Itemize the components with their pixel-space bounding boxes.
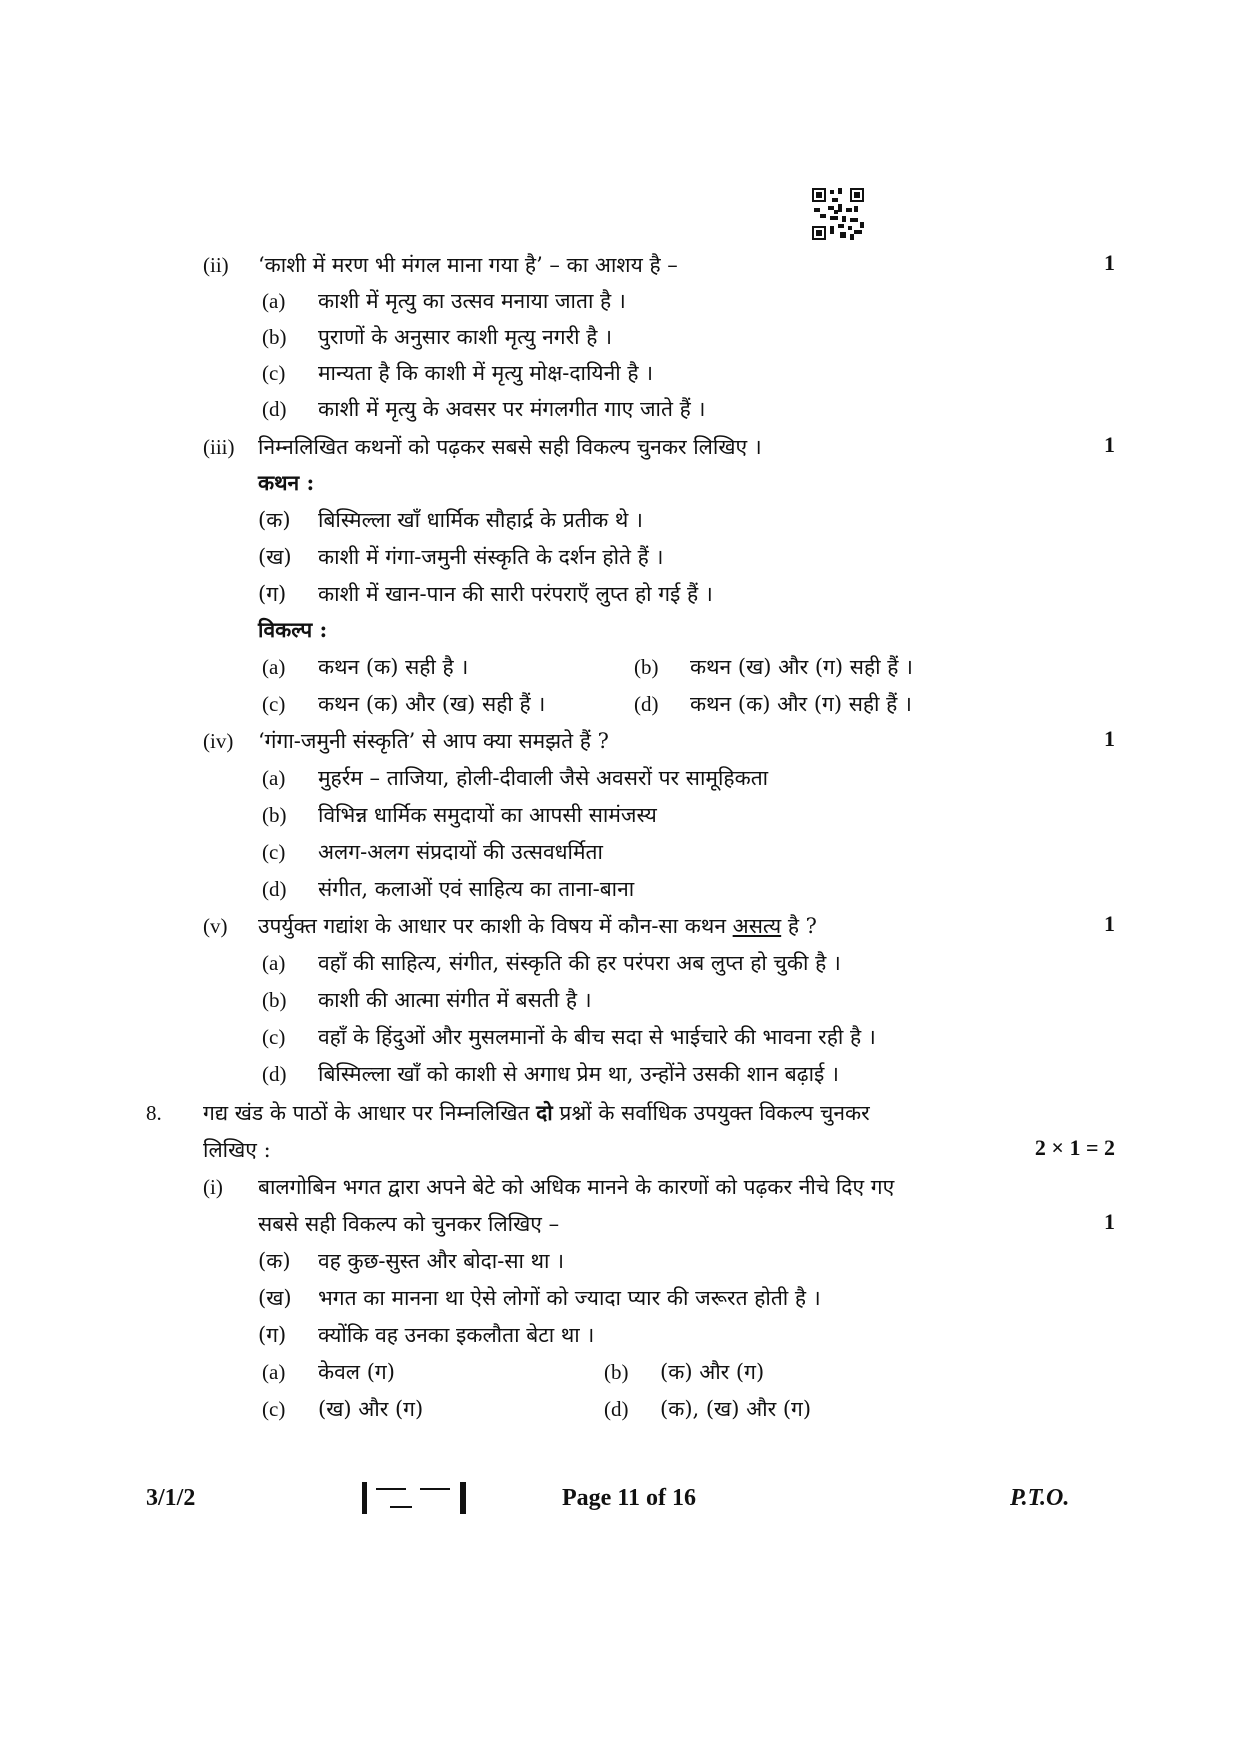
qr-code-icon [812, 188, 864, 240]
option-text: (ख) और (ग) [318, 1397, 424, 1421]
statement-text: काशी में खान-पान की सारी परंपराएँ लुप्त हो गई हैं । [318, 582, 713, 606]
option-text: कथन (ख) और (ग) सही हैं । [690, 655, 913, 679]
marks: 1 [1104, 1209, 1115, 1234]
option-label: (c) [262, 692, 286, 716]
barcode-icon [362, 1482, 466, 1514]
option-label: (d) [262, 1062, 287, 1086]
option-label: (b) [262, 988, 287, 1012]
statement-text: काशी में गंगा-जमुनी संस्कृति के दर्शन होते हैं । [318, 545, 664, 569]
statement-text: वह कुछ-सुस्त और बोदा-सा था । [318, 1249, 565, 1273]
option-label: (a) [262, 655, 286, 679]
question-number: (v) [203, 914, 228, 938]
question-text: गद्य खंड के पाठों के आधार पर निम्नलिखित दो प्रश्नों के सर्वाधिक उपयुक्त विकल्प चुनकर [203, 1100, 870, 1125]
option-label: (a) [262, 766, 286, 790]
statement-label: (क) [258, 1249, 291, 1273]
option-text: काशी की आत्मा संगीत में बसती है । [318, 988, 592, 1012]
question-number: (iv) [203, 729, 234, 753]
bold-word: दो [536, 1100, 553, 1125]
statement-text: भगत का मानना था ऐसे लोगों को ज्यादा प्यार की जरूरत होती है । [318, 1286, 821, 1310]
statement-label: (क) [258, 508, 291, 532]
option-text: काशी में मृत्यु का उत्सव मनाया जाता है । [318, 289, 626, 313]
option-text: अलग-अलग संप्रदायों की उत्सवधर्मिता [318, 840, 603, 864]
option-text: बिस्मिल्ला खाँ को काशी से अगाध प्रेम था, उन्होंने उसकी शान बढ़ाई । [318, 1062, 839, 1086]
sub-question-text-line2: सबसे सही विकल्प को चुनकर लिखिए – [258, 1212, 560, 1236]
option-label: (d) [604, 1397, 629, 1421]
option-label: (d) [634, 692, 659, 716]
option-text: विभिन्न धार्मिक समुदायों का आपसी सामंजस्य [318, 803, 657, 827]
option-text: (क), (ख) और (ग) [660, 1397, 812, 1421]
option-text: कथन (क) और (ख) सही हैं । [318, 692, 546, 716]
sub-question-text: बालगोबिन भगत द्वारा अपने बेटे को अधिक मानने के कारणों को पढ़कर नीचे दिए गए [258, 1175, 895, 1199]
option-text: वहाँ के हिंदुओं और मुसलमानों के बीच सदा से भाईचारे की भावना रही है । [318, 1025, 876, 1049]
option-label: (c) [262, 361, 286, 385]
option-label: (c) [262, 840, 286, 864]
paper-code: 3/1/2 [146, 1485, 196, 1511]
page-number: Page 11 of 16 [562, 1485, 696, 1511]
statement-text: बिस्मिल्ला खाँ धार्मिक सौहार्द्र के प्रतीक थे । [318, 508, 643, 532]
option-label: (c) [262, 1025, 286, 1049]
question-text: उपर्युक्त गद्यांश के आधार पर काशी के विषय में कौन-सा कथन असत्य है ? [258, 914, 817, 938]
statement-label: (ख) [258, 1286, 292, 1310]
statement-text: क्योंकि वह उनका इकलौता बेटा था । [318, 1323, 595, 1347]
option-text: कथन (क) सही है । [318, 655, 469, 679]
option-label: (b) [262, 803, 287, 827]
options-heading: विकल्प : [258, 617, 328, 642]
option-label: (a) [262, 289, 286, 313]
option-label: (d) [262, 877, 287, 901]
option-label: (a) [262, 1360, 286, 1384]
question-text: ‘गंगा-जमुनी संस्कृति’ से आप क्या समझते हैं ? [258, 729, 609, 753]
option-text: कथन (क) और (ग) सही हैं । [690, 692, 912, 716]
option-label: (b) [262, 325, 287, 349]
option-label: (b) [604, 1360, 629, 1384]
question-number: 8. [146, 1101, 162, 1125]
question-text-line2: लिखिए : [203, 1138, 271, 1162]
marks: 1 [1104, 432, 1115, 457]
marks: 1 [1104, 726, 1115, 751]
question-text: ‘काशी में मरण भी मंगल माना गया है’ – का आशय है – [258, 253, 678, 277]
option-label: (c) [262, 1397, 286, 1421]
option-text: वहाँ की साहित्य, संगीत, संस्कृति की हर परंपरा अब लुप्त हो चुकी है । [318, 951, 841, 975]
statement-label: (ख) [258, 545, 292, 569]
marks: 2 × 1 = 2 [1034, 1135, 1115, 1160]
option-text: पुराणों के अनुसार काशी मृत्यु नगरी है । [318, 325, 613, 349]
option-text: मुहर्रम – ताजिया, होली-दीवाली जैसे अवसरों पर सामूहिकता [318, 766, 769, 790]
option-text: (क) और (ग) [660, 1360, 765, 1384]
underlined-word: असत्य [732, 914, 782, 938]
sub-question-number: (i) [203, 1175, 223, 1199]
please-turn-over: P.T.O. [1010, 1485, 1070, 1511]
statement-label: (ग) [258, 582, 287, 606]
option-text: मान्यता है कि काशी में मृत्यु मोक्ष-दायिनी है । [318, 361, 654, 385]
statement-label: (ग) [258, 1323, 287, 1347]
statements-heading: कथन : [258, 470, 315, 495]
option-label: (a) [262, 951, 286, 975]
question-number: (iii) [203, 435, 235, 459]
option-label: (d) [262, 397, 287, 421]
option-text: केवल (ग) [318, 1360, 395, 1384]
marks: 1 [1104, 911, 1115, 936]
option-label: (b) [634, 655, 659, 679]
option-text: काशी में मृत्यु के अवसर पर मंगलगीत गाए जाते हैं । [318, 397, 706, 421]
option-text: संगीत, कलाओं एवं साहित्य का ताना-बाना [318, 877, 635, 901]
question-text: निम्नलिखित कथनों को पढ़कर सबसे सही विकल्प चुनकर लिखिए । [258, 435, 762, 459]
marks: 1 [1104, 250, 1115, 275]
question-number: (ii) [203, 253, 229, 277]
